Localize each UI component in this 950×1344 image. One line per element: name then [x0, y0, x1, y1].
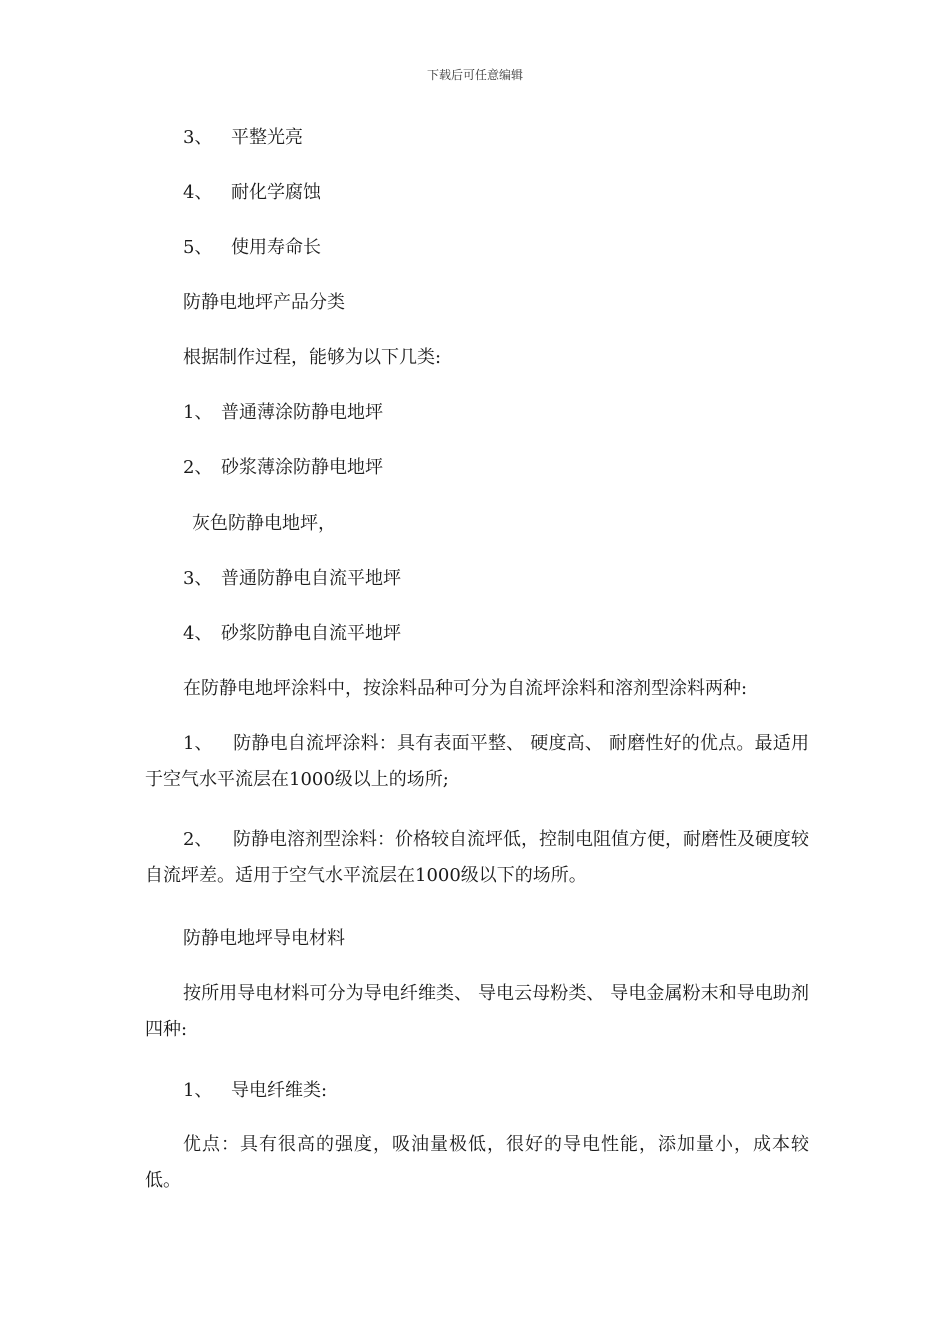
list-number: 5、 [183, 237, 213, 258]
list-item [183, 403, 383, 423]
list-text: 砂浆防静电自流平地坪 [221, 623, 401, 644]
list-item [183, 624, 401, 644]
paragraph-line: 灰色防静电地坪， [192, 513, 336, 534]
paragraph-text: 优点：具有很高的强度，吸油量极低，很好的导电性能，添加量小，成本较低。 [145, 1134, 809, 1191]
list-number: 1、 [183, 1080, 213, 1101]
list-number: 1、 [183, 733, 213, 754]
list-text: 砂浆薄涂防静电地坪 [221, 457, 383, 478]
paragraph-text: 防静电自流坪涂料：具有表面平整、 硬度高、 耐磨性好的优点。最适用于空气水平流层在1000级以上的场所; [145, 733, 809, 790]
section-heading: 防静电地坪导电材料 [183, 928, 345, 949]
list-number: 2、 [183, 829, 213, 850]
paragraph-text: 按所用导电材料可分为导电纤维类、 导电云母粉类、 导电金属粉末和导电助剂四种: [145, 983, 809, 1040]
list-number: 4、 [183, 623, 213, 644]
list-item [183, 238, 321, 258]
list-text: 耐化学腐蚀 [231, 182, 321, 203]
list-number: 3、 [183, 568, 213, 589]
list-text: 使用寿命长 [231, 237, 321, 258]
paragraph [145, 726, 809, 798]
list-item [183, 128, 303, 148]
section-heading: 防静电地坪产品分类 [183, 292, 345, 313]
list-text: 普通薄涂防静电地坪 [221, 402, 383, 423]
list-item [183, 183, 321, 203]
list-item [183, 569, 401, 589]
paragraph [145, 1127, 809, 1199]
list-text: 平整光亮 [231, 127, 303, 148]
list-number: 2、 [183, 457, 213, 478]
list-item [183, 1081, 327, 1101]
list-number: 4、 [183, 182, 213, 203]
paragraph-text: 防静电溶剂型涂料：价格较自流坪低，控制电阻值方便，耐磨性及硬度较自流坪差。适用于空气水平流层在1000级以下的场所。 [145, 829, 809, 886]
list-number: 3、 [183, 127, 213, 148]
list-number: 1、 [183, 402, 213, 423]
page-header: 下载后可任意编辑 [426, 68, 523, 82]
paragraph [145, 976, 809, 1048]
paragraph [145, 822, 809, 894]
paragraph-line: 根据制作过程，能够为以下几类: [183, 347, 442, 368]
list-text: 导电纤维类: [231, 1080, 328, 1101]
list-item [183, 458, 383, 478]
list-text: 普通防静电自流平地坪 [221, 568, 401, 589]
paragraph-line: 在防静电地坪涂料中，按涂料品种可分为自流坪涂料和溶剂型涂料两种: [183, 678, 748, 699]
